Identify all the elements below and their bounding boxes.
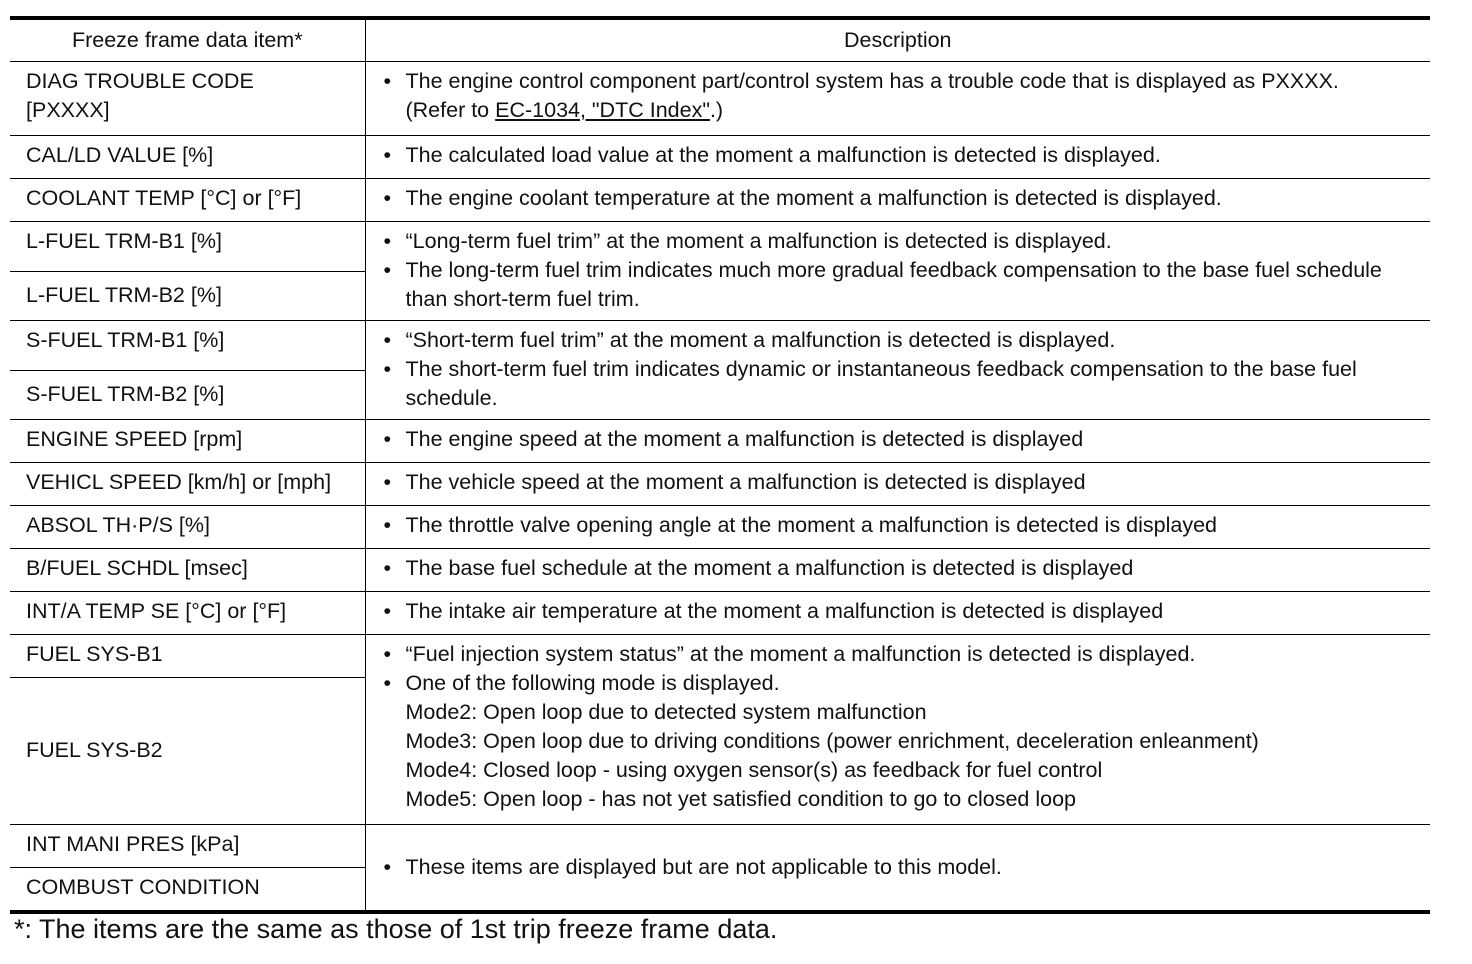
description-cell bbox=[365, 136, 1430, 179]
mode-line: Mode5: Open loop - has not yet satisfied condition to go to closed loop bbox=[405, 787, 1077, 811]
description-cell bbox=[365, 635, 1430, 825]
reference-line: (Refer to EC-1034, "DTC Index".) bbox=[405, 98, 724, 122]
table-row bbox=[10, 825, 1430, 868]
bullet-item: • The intake air temperature at the moment a malfunction is detected is displayed bbox=[384, 597, 1421, 626]
bullet-item: • One of the following mode is displayed. bbox=[384, 669, 1421, 698]
freeze-frame-document bbox=[10, 16, 1430, 914]
item-engine-speed: ENGINE SPEED [rpm] bbox=[10, 420, 365, 463]
table-row bbox=[10, 222, 1430, 272]
item-int-mani-pres: INT MANI PRES [kPa] bbox=[10, 825, 365, 868]
description-cell bbox=[365, 825, 1430, 913]
description-cell bbox=[365, 62, 1430, 136]
item-vehicle-speed: VEHICL SPEED [km/h] or [mph] bbox=[10, 463, 365, 506]
dtc-index-link[interactable]: EC-1034, "DTC Index" bbox=[495, 98, 710, 122]
item-s-fuel-trm-b1: S-FUEL TRM-B1 [%] bbox=[10, 321, 365, 371]
item-l-fuel-trm-b2: L-FUEL TRM-B2 [%] bbox=[10, 271, 365, 321]
table-row bbox=[10, 549, 1430, 592]
bullet-item: • The base fuel schedule at the moment a malfunction is detected is displayed bbox=[384, 554, 1421, 583]
item-absol-thp: ABSOL TH·P/S [%] bbox=[10, 506, 365, 549]
table-row bbox=[10, 635, 1430, 678]
bullet-item: • These items are displayed but are not applicable to this model. bbox=[384, 853, 1421, 882]
item-s-fuel-trm-b2: S-FUEL TRM-B2 [%] bbox=[10, 370, 365, 420]
table-row bbox=[10, 62, 1430, 136]
description-cell bbox=[365, 506, 1430, 549]
bullet-item: • The long-term fuel trim indicates much more gradual feedback compensation to the base fuel schedule than short-term fuel trim. bbox=[384, 256, 1421, 314]
item-cal-ld-value: CAL/LD VALUE [%] bbox=[10, 136, 365, 179]
bullet-item: • “Long-term fuel trim” at the moment a malfunction is detected is displayed. bbox=[384, 227, 1421, 256]
bullet-item: • The engine control component part/control system has a trouble code that is displayed as PXXXX. bbox=[384, 67, 1421, 96]
table-row bbox=[10, 321, 1430, 371]
item-diag-trouble-code-code: [PXXXX] bbox=[26, 98, 110, 122]
mode-line: Mode2: Open loop due to detected system malfunction bbox=[405, 700, 927, 724]
description-cell bbox=[365, 321, 1430, 420]
item-coolant-temp: COOLANT TEMP [°C] or [°F] bbox=[10, 179, 365, 222]
description-cell bbox=[365, 179, 1430, 222]
bullet-item: • The engine coolant temperature at the moment a malfunction is detected is displayed. bbox=[384, 184, 1421, 213]
bullet-item: • The engine speed at the moment a malfunction is detected is displayed bbox=[384, 425, 1421, 454]
item-cell bbox=[10, 62, 365, 136]
header-description: Description bbox=[365, 18, 1430, 62]
item-intake-air-temp: INT/A TEMP SE [°C] or [°F] bbox=[10, 592, 365, 635]
mode-line: Mode4: Closed loop - using oxygen sensor(s) as feedback for fuel control bbox=[405, 758, 1103, 782]
description-cell bbox=[365, 549, 1430, 592]
bullet-item: • The vehicle speed at the moment a malfunction is detected is displayed bbox=[384, 468, 1421, 497]
header-item: Freeze frame data item* bbox=[10, 18, 365, 62]
item-fuel-sys-b1: FUEL SYS-B1 bbox=[10, 635, 365, 678]
item-combust-condition: COMBUST CONDITION bbox=[10, 868, 365, 913]
bullet-item: • The short-term fuel trim indicates dynamic or instantaneous feedback compensation to the base fuel schedule. bbox=[384, 355, 1421, 413]
table-row bbox=[10, 506, 1430, 549]
description-cell bbox=[365, 592, 1430, 635]
bullet-item: • “Short-term fuel trim” at the moment a malfunction is detected is displayed. bbox=[384, 326, 1421, 355]
bullet-item: • The throttle valve opening angle at the moment a malfunction is detected is displayed bbox=[384, 511, 1421, 540]
table-row bbox=[10, 463, 1430, 506]
description-cell bbox=[365, 222, 1430, 321]
table-row bbox=[10, 592, 1430, 635]
item-l-fuel-trm-b1: L-FUEL TRM-B1 [%] bbox=[10, 222, 365, 272]
description-cell bbox=[365, 420, 1430, 463]
freeze-frame-data-table bbox=[10, 16, 1430, 914]
table-row bbox=[10, 179, 1430, 222]
table-header-row bbox=[10, 18, 1430, 62]
item-base-fuel-schedule: B/FUEL SCHDL [msec] bbox=[10, 549, 365, 592]
bullet-item: • The calculated load value at the moment a malfunction is detected is displayed. bbox=[384, 141, 1421, 170]
item-diag-trouble-code: DIAG TROUBLE CODE bbox=[26, 69, 254, 93]
item-fuel-sys-b2: FUEL SYS-B2 bbox=[10, 678, 365, 825]
description-cell bbox=[365, 463, 1430, 506]
bullet-item: • “Fuel injection system status” at the moment a malfunction is detected is displayed. bbox=[384, 640, 1421, 669]
table-row bbox=[10, 136, 1430, 179]
mode-line: Mode3: Open loop due to driving conditions (power enrichment, deceleration enleanment) bbox=[405, 729, 1259, 753]
table-row bbox=[10, 420, 1430, 463]
footnote: *: The items are the same as those of 1st trip freeze frame data. bbox=[14, 914, 778, 944]
